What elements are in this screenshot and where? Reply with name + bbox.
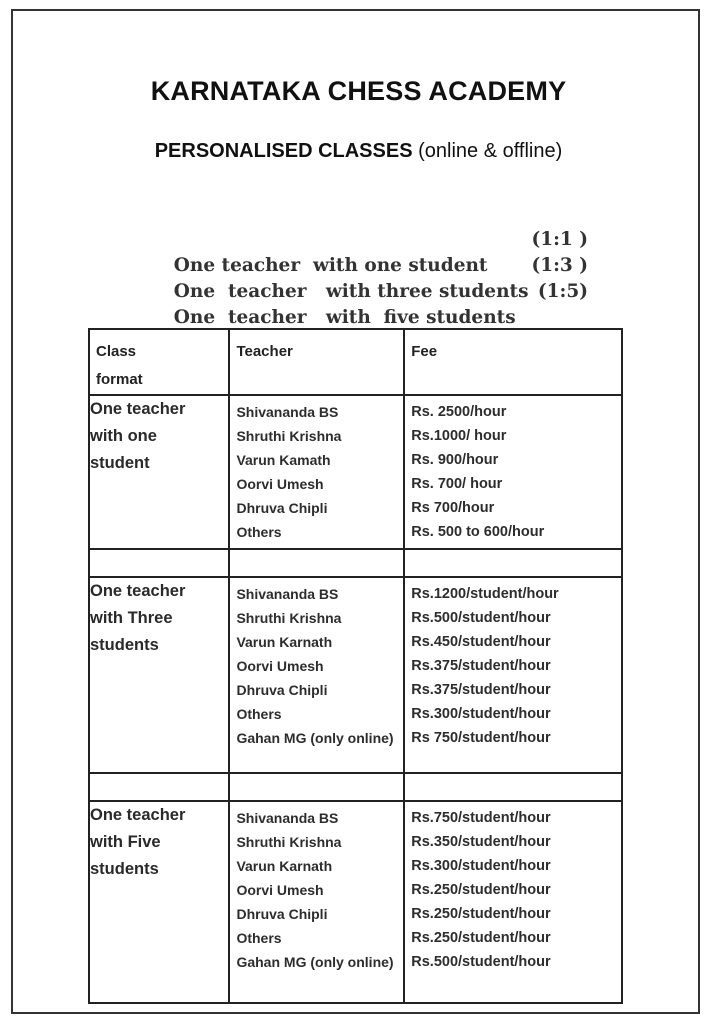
class-format-cell: One teacher with one student	[89, 395, 229, 549]
teacher-name: Oorvi Umesh	[236, 658, 324, 674]
fee-value: Rs.500/student/hour	[411, 954, 551, 970]
empty-cell	[404, 773, 622, 801]
fee-value: Rs.1000/ hour	[411, 428, 507, 444]
fee-value: Rs.450/student/hour	[411, 634, 551, 650]
fee-cell	[404, 577, 622, 773]
teacher-cell	[229, 577, 404, 773]
empty-cell	[89, 773, 229, 801]
fee-value: Rs.300/student/hour	[411, 858, 551, 874]
fee-list	[405, 396, 621, 548]
table-row-one-student	[89, 395, 622, 549]
teacher-cell	[229, 395, 404, 549]
fee-value: Rs.250/student/hour	[411, 906, 551, 922]
teacher-name: Dhruva Chipli	[236, 906, 328, 922]
teacher-name: Dhruva Chipli	[236, 682, 328, 698]
teacher-list	[230, 802, 403, 978]
table-row-three-students	[89, 577, 622, 773]
class-format-cell: One teacher with Five students	[89, 801, 229, 1003]
page-subtitle	[0, 140, 717, 163]
teacher-name: Oorvi Umesh	[236, 882, 324, 898]
teacher-list	[230, 578, 403, 754]
empty-cell	[404, 549, 622, 577]
format-text: One teacher with one student	[173, 255, 488, 276]
class-format-cell: One teacher with Three students	[89, 577, 229, 773]
fee-value: Rs.250/student/hour	[411, 882, 551, 898]
teacher-name: Others	[236, 524, 282, 540]
fee-value: Rs.250/student/hour	[411, 930, 551, 946]
subtitle-main: PERSONALISED CLASSES	[154, 140, 413, 162]
empty-cell	[229, 773, 404, 801]
fee-value: Rs.750/student/hour	[411, 810, 551, 826]
subtitle-paren: (online & offline)	[418, 140, 563, 162]
table-spacer-row	[89, 549, 622, 577]
teacher-name: Gahan MG (only online)	[236, 730, 394, 746]
table-header-row	[89, 329, 622, 395]
teacher-name: Dhruva Chipli	[236, 500, 328, 516]
fee-value: Rs.1200/student/hour	[411, 586, 559, 602]
teacher-name: Shivananda BS	[236, 404, 339, 420]
format-ratio: (1:1 )	[531, 229, 588, 250]
fee-value: Rs. 900/hour	[411, 452, 499, 468]
empty-cell	[89, 549, 229, 577]
empty-cell	[229, 549, 404, 577]
teacher-name: Varun Kamath	[236, 452, 331, 468]
teacher-cell	[229, 801, 404, 1003]
header-teacher: Teacher	[229, 329, 404, 395]
teacher-name: Others	[236, 930, 282, 946]
fee-cell	[404, 395, 622, 549]
fee-value: Rs.350/student/hour	[411, 834, 551, 850]
header-fee: Fee	[404, 329, 622, 395]
fee-list	[405, 578, 621, 754]
format-line-1-5	[148, 279, 588, 328]
teacher-name: Oorvi Umesh	[236, 476, 324, 492]
table-row-five-students	[89, 801, 622, 1003]
teacher-name: Varun Karnath	[236, 858, 333, 874]
fee-value: Rs.300/student/hour	[411, 706, 551, 722]
fee-cell	[404, 801, 622, 1003]
format-text: One teacher with five students	[173, 307, 516, 328]
fee-value: Rs 750/student/hour	[411, 730, 551, 746]
teacher-name: Shruthi Krishna	[236, 834, 342, 850]
fee-value: Rs. 700/ hour	[411, 476, 503, 492]
teacher-name: Shruthi Krishna	[236, 428, 342, 444]
teacher-list	[230, 396, 403, 548]
class-format-list	[148, 227, 588, 328]
page-title: KARNATAKA CHESS ACADEMY	[150, 76, 567, 106]
fee-value: Rs. 2500/hour	[411, 404, 507, 420]
teacher-name: Shivananda BS	[236, 810, 339, 826]
header-class-format: Class format	[89, 329, 229, 395]
fee-value: Rs. 500 to 600/hour	[411, 524, 545, 540]
fee-value: Rs.375/student/hour	[411, 658, 551, 674]
fee-value: Rs.375/student/hour	[411, 682, 551, 698]
teacher-name: Shruthi Krishna	[236, 610, 342, 626]
fee-table	[88, 328, 623, 1004]
teacher-name: Varun Karnath	[236, 634, 333, 650]
table-spacer-row	[89, 773, 622, 801]
format-ratio: (1:3 )	[531, 255, 588, 276]
format-text: One teacher with three students	[173, 281, 529, 302]
format-ratio: (1:5)	[537, 281, 588, 302]
teacher-name: Others	[236, 706, 282, 722]
teacher-name: Gahan MG (only online)	[236, 954, 394, 970]
fee-value: Rs.500/student/hour	[411, 610, 551, 626]
fee-value: Rs 700/hour	[411, 500, 495, 516]
teacher-name: Shivananda BS	[236, 586, 339, 602]
fee-list	[405, 802, 621, 978]
